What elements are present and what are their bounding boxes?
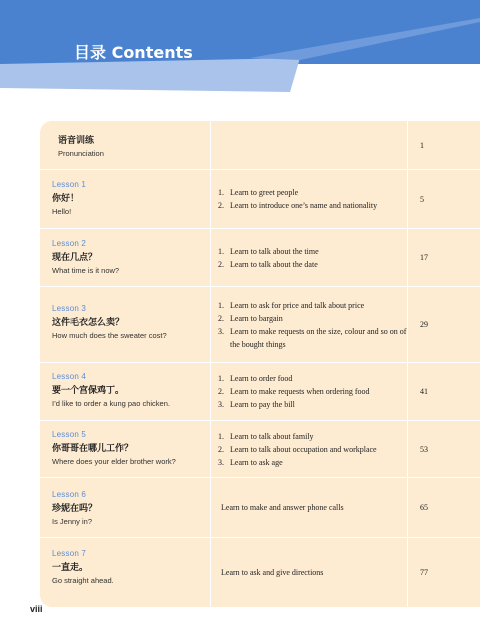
objective-item: 1. Learn to talk about the time bbox=[218, 246, 319, 256]
objective-item: 2. Learn to make requests when ordering food bbox=[218, 387, 370, 396]
lesson-title-cell bbox=[40, 121, 211, 169]
objectives-cell bbox=[211, 287, 408, 362]
english-title: Is Jenny in? bbox=[52, 517, 93, 526]
chinese-title: 语音训练 bbox=[58, 136, 95, 146]
english-title: Pronunciation bbox=[58, 149, 104, 158]
objective-item: 3. Learn to make requests on the size, colour and so on of the bought things bbox=[218, 326, 407, 349]
objectives-cell bbox=[211, 421, 408, 477]
objective-item: 3. Learn to ask age bbox=[218, 457, 283, 467]
page-title: 目录 Contents bbox=[74, 43, 193, 62]
chinese-title: 一直走。 bbox=[52, 563, 89, 573]
objectives-cell bbox=[211, 363, 408, 420]
english-title: Where does your elder brother work? bbox=[52, 457, 176, 466]
objective-item: Learn to make and answer phone calls bbox=[221, 503, 344, 512]
chinese-title: 这件毛衣怎么卖？ bbox=[52, 318, 125, 328]
lesson-title-cell bbox=[40, 229, 211, 286]
english-title: What time is it now? bbox=[52, 266, 120, 275]
objectives-cell bbox=[211, 478, 408, 537]
english-title: I’d like to order a kung pao chicken. bbox=[52, 399, 170, 408]
page-number-cell bbox=[408, 363, 480, 420]
page-number-cell bbox=[408, 229, 480, 286]
objective-item: 2. Learn to bargain bbox=[218, 313, 283, 323]
objectives-cell bbox=[211, 121, 408, 169]
page-number-cell bbox=[408, 170, 480, 228]
lesson-number: Lesson 5 bbox=[52, 430, 87, 439]
lesson-title-cell bbox=[40, 287, 211, 362]
lesson-number: Lesson 6 bbox=[52, 490, 87, 499]
objective-item: 2. Learn to introduce one’s name and nationality bbox=[218, 201, 378, 210]
page-number: 41 bbox=[420, 387, 428, 396]
chinese-title: 珍妮在吗？ bbox=[52, 504, 98, 514]
english-title: How much does the sweater cost? bbox=[52, 331, 167, 340]
objective-item: 1. Learn to talk about family bbox=[218, 431, 314, 441]
lesson-number: Lesson 1 bbox=[52, 180, 87, 189]
objectives-cell bbox=[211, 229, 408, 286]
page-number-cell bbox=[408, 538, 480, 607]
page-number: 77 bbox=[420, 568, 428, 577]
page-number: 65 bbox=[420, 503, 428, 512]
english-title: Hello! bbox=[52, 207, 72, 216]
lesson-title-cell bbox=[40, 478, 211, 537]
objectives-cell bbox=[211, 538, 408, 607]
chinese-title: 要一个宫保鸡丁。 bbox=[52, 386, 125, 396]
page-number-cell bbox=[408, 121, 480, 169]
objective-item: 1. Learn to ask for price and talk about price bbox=[218, 300, 365, 310]
page-number-cell bbox=[408, 421, 480, 477]
english-title: Go straight ahead. bbox=[52, 576, 114, 585]
toc-row bbox=[40, 538, 480, 607]
lesson-number: Lesson 3 bbox=[52, 304, 87, 313]
page-folio: viii bbox=[30, 604, 43, 614]
header-banner bbox=[0, 0, 480, 92]
page-number: 53 bbox=[420, 444, 428, 454]
objectives-cell bbox=[211, 170, 408, 228]
chinese-title: 你哥哥在哪儿工作？ bbox=[52, 444, 134, 454]
lesson-title-cell bbox=[40, 363, 211, 420]
lesson-title-cell bbox=[40, 170, 211, 228]
page-number: 29 bbox=[420, 320, 428, 329]
lesson-title-cell bbox=[40, 421, 211, 477]
toc-row bbox=[40, 170, 480, 229]
toc-row bbox=[40, 229, 480, 287]
toc-row bbox=[40, 121, 480, 170]
page-number-cell bbox=[408, 287, 480, 362]
toc-row bbox=[40, 363, 480, 421]
contents-table bbox=[40, 121, 480, 607]
objective-item: 2. Learn to talk about the date bbox=[218, 259, 318, 269]
page-number-cell bbox=[408, 478, 480, 537]
page-number: 17 bbox=[420, 253, 428, 262]
objective-item: 1. Learn to greet people bbox=[218, 188, 299, 197]
lesson-number: Lesson 2 bbox=[52, 239, 87, 248]
toc-row bbox=[40, 478, 480, 538]
objective-item: Learn to ask and give directions bbox=[221, 568, 324, 577]
chinese-title: 你好！ bbox=[52, 194, 80, 204]
objective-item: 2. Learn to talk about occupation and workplace bbox=[218, 444, 377, 454]
page-number: 5 bbox=[420, 194, 424, 204]
toc-row bbox=[40, 421, 480, 478]
lesson-title-cell bbox=[40, 538, 211, 607]
objective-item: 1. Learn to order food bbox=[218, 374, 293, 383]
toc-row bbox=[40, 287, 480, 363]
page-number: 1 bbox=[420, 140, 424, 150]
lesson-number: Lesson 4 bbox=[52, 372, 87, 381]
objective-item: 3. Learn to pay the bill bbox=[218, 400, 295, 409]
lesson-number: Lesson 7 bbox=[52, 549, 87, 558]
chinese-title: 现在几点？ bbox=[52, 253, 98, 263]
